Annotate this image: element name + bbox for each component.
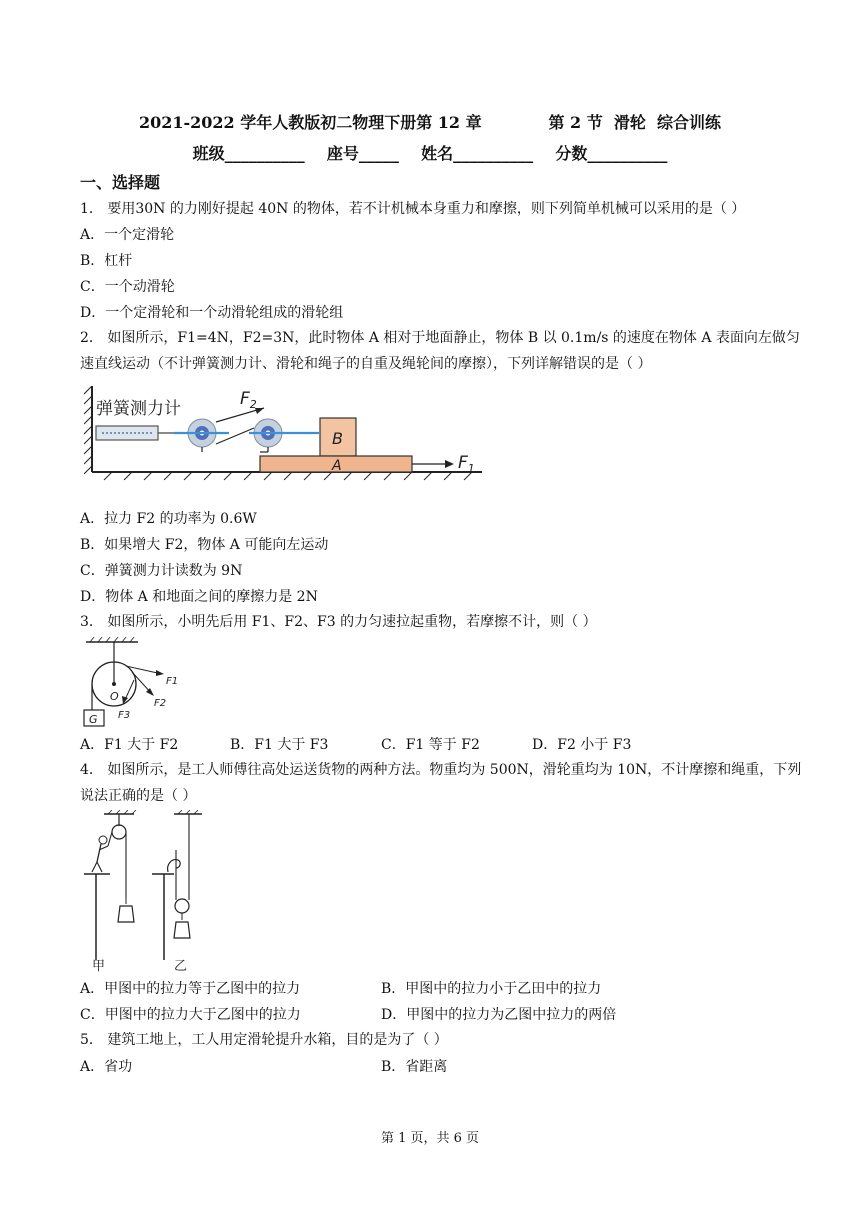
spring-scale-label: 弹簧测力计: [96, 399, 181, 419]
question-1-option-d: D．一个定滑轮和一个动滑轮组成的滑轮组: [80, 305, 344, 321]
question-2-option-d: D．物体 A 和地面之间的摩擦力是 2N: [80, 589, 318, 605]
question-5-option-a: A．省功: [80, 1059, 133, 1075]
section-title: 一、选择题: [80, 173, 161, 192]
weight-g-label: G: [89, 713, 98, 726]
question-4-stem: 4． 如图所示，是工人师傅往高处运送货物的两种方法。物重均为 500N，滑轮重均为 10N，不计摩擦和绳重，下列说法正确的是（ ）: [80, 762, 802, 804]
question-2-stem: 2． 如图所示，F1=4N，F2=3N，此时物体 A 相对于地面静止，物体 B 以 0.1m/s 的速度在物体 A 表面向左做匀速直线运动（不计弹簧测力计、滑轮和绳子的自重及绳轮间的摩擦），下列详解错误的是（ ）: [80, 330, 800, 372]
block-b-label: B: [332, 429, 343, 448]
question-2-option-c: C．弹簧测力计读数为 9N: [80, 563, 243, 579]
question-1-option-c: C．一个动滑轮: [80, 279, 175, 295]
question-3-option-c: C．F1 等于 F2: [381, 737, 480, 753]
force-f2-label: F: [240, 389, 250, 409]
question-2-option-a: A．拉力 F2 的功率为 0.6W: [80, 511, 257, 527]
force-f1-subscript: 1: [467, 462, 475, 475]
force-f2-label: F2: [154, 698, 167, 709]
question-2-figure: [84, 382, 484, 484]
force-f1-label: F: [458, 453, 468, 473]
question-5-stem: 5． 建筑工地上，工人用定滑轮提升水箱，目的是为了（ ）: [80, 1032, 448, 1048]
page-title: 2021-2022 学年人教版初二物理下册第 12 章 第 2 节 滑轮 综合训练: [138, 113, 722, 132]
question-3-option-d: D．F2 小于 F3: [532, 737, 632, 753]
question-1-stem: 1． 要用30N 的力刚好提起 40N 的物体，若不计机械本身重力和摩擦，则下列简单机械可以采用的是（ ）: [80, 201, 746, 217]
question-3-option-a: A．F1 大于 F2: [80, 737, 179, 753]
force-f2-subscript: 2: [249, 398, 257, 411]
question-4-option-a: A．甲图中的拉力等于乙图中的拉力: [80, 981, 301, 997]
force-f3-label: F3: [118, 710, 131, 721]
question-4-option-b: B．甲图中的拉力小于乙田中的拉力: [381, 981, 602, 997]
question-3-figure: [82, 636, 192, 730]
force-f1-label: F1: [166, 676, 179, 687]
student-info-line: 班级__________ 座号_____ 姓名__________ 分数__________: [192, 144, 668, 163]
question-4-option-c: C．甲图中的拉力大于乙图中的拉力: [80, 1007, 301, 1023]
question-4-option-d: D．甲图中的拉力为乙图中拉力的两倍: [381, 1007, 617, 1023]
question-2-option-b: B．如果增大 F2，物体 A 可能向左运动: [80, 537, 329, 553]
question-5-option-b: B．省距离: [381, 1059, 448, 1075]
block-a-label: A: [332, 458, 342, 474]
question-4-figure: [82, 810, 222, 974]
label-yi: 乙: [174, 959, 188, 974]
question-1-option-b: B．杠杆: [80, 253, 133, 269]
pivot-o-label: O: [110, 690, 119, 703]
svg-text:F1: [458, 453, 475, 475]
page-footer: 第 1 页，共 6 页: [380, 1131, 480, 1146]
question-3-option-b: B．F1 大于 F3: [230, 737, 329, 753]
yi-pulley: [175, 899, 189, 913]
question-3-stem: 3． 如图所示，小明先后用 F1、F2、F3 的力匀速拉起重物，若摩擦不计，则（ ）: [80, 614, 597, 630]
jia-pulley: [112, 825, 126, 839]
question-1-option-a: A．一个定滑轮: [80, 227, 175, 243]
svg-text:F2: [240, 389, 257, 411]
label-jia: 甲: [92, 959, 106, 974]
